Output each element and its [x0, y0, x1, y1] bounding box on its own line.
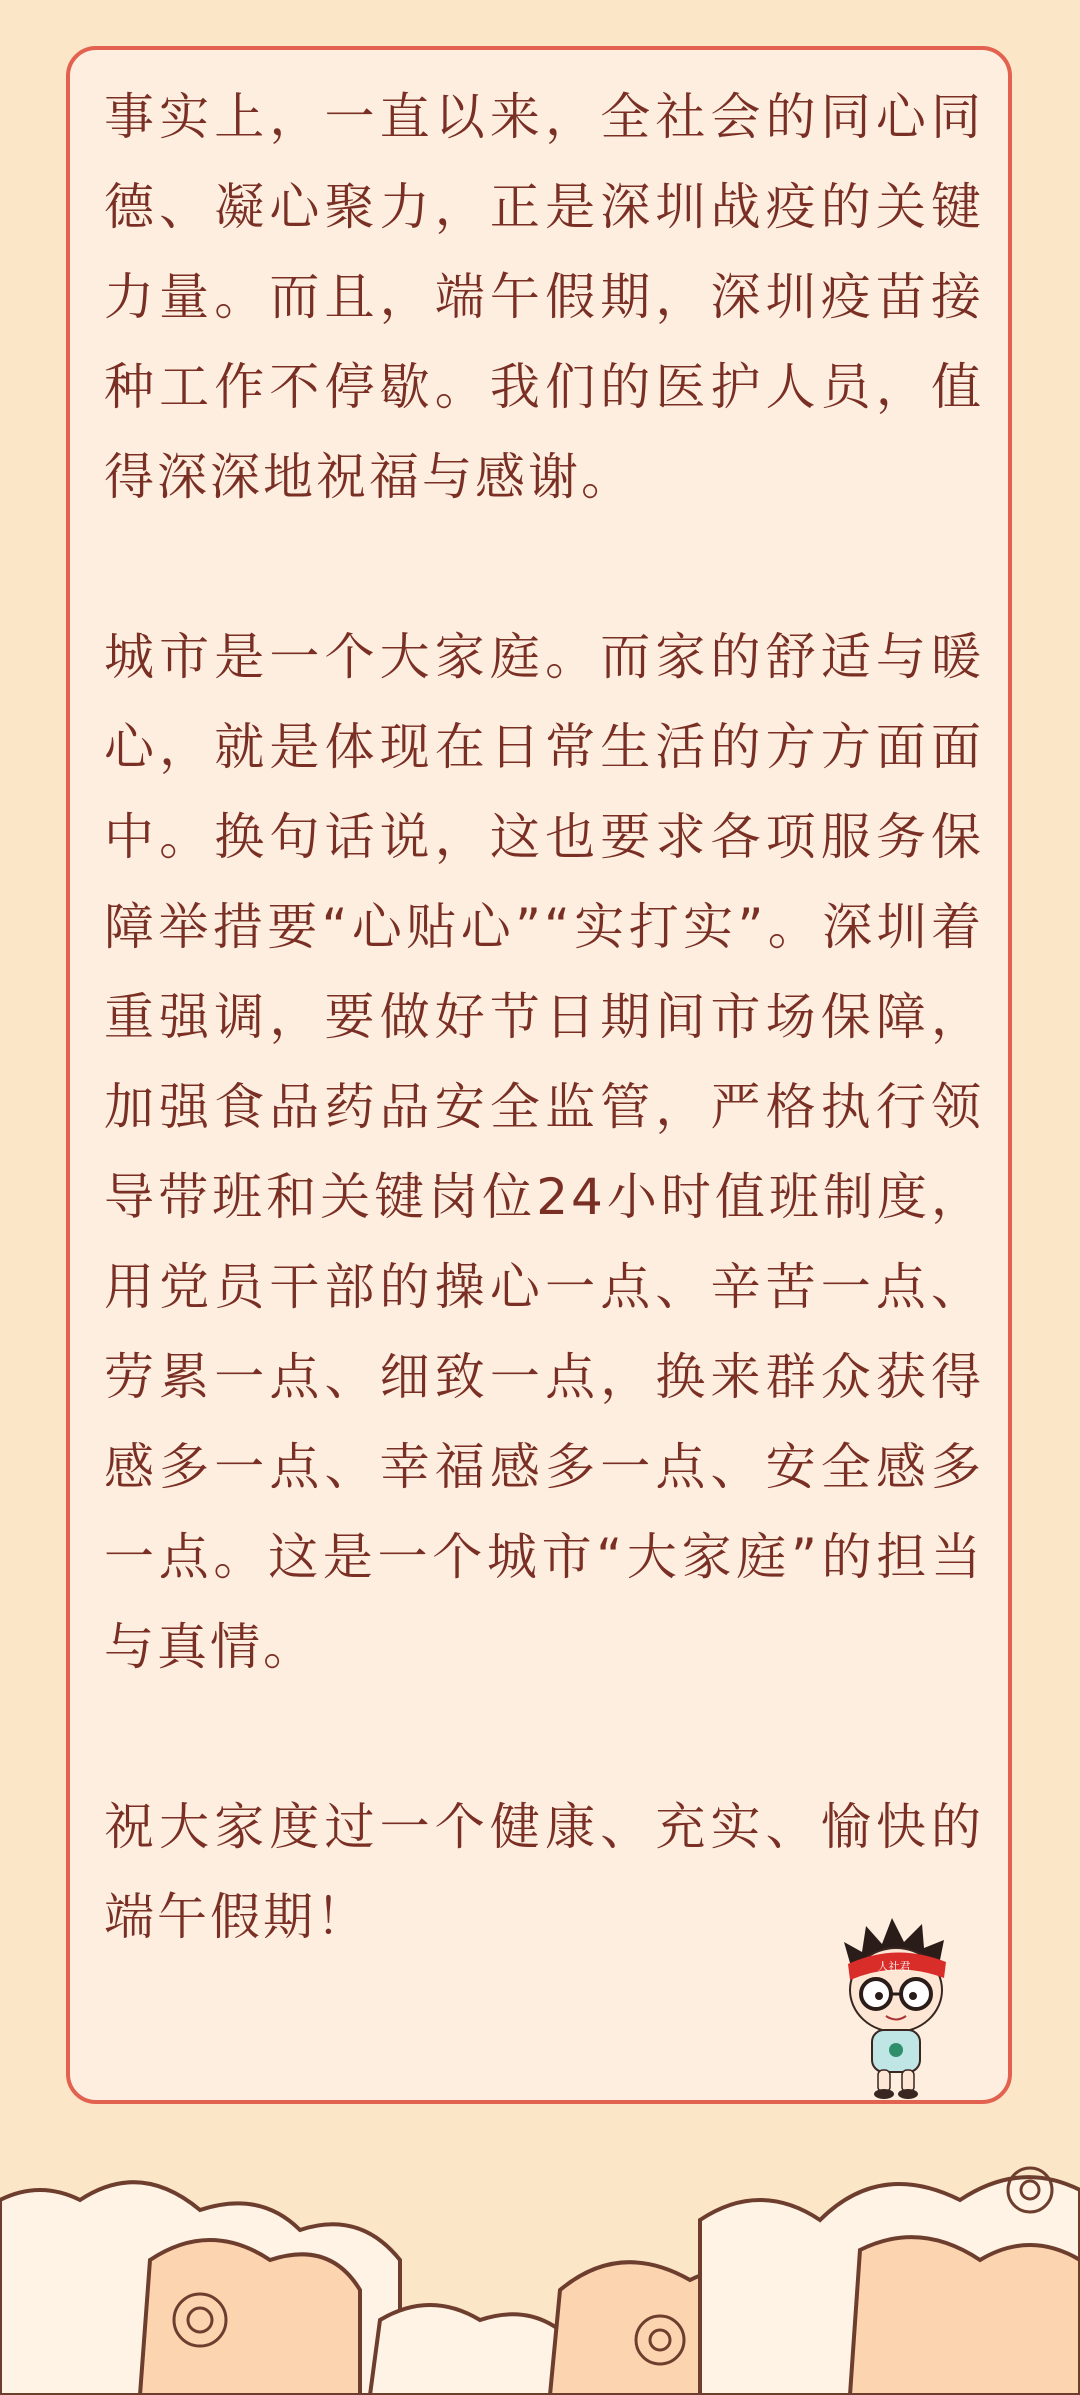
- paragraph-3: 祝大家度过一个健康、充实、愉快的端午假期！: [104, 1798, 984, 1946]
- cloud-decoration: [0, 2120, 1080, 2395]
- paragraph-1: 事实上，一直以来，全社会的同心同德、凝心聚力，正是深圳战疫的关键力量。而且，端午假期，深圳疫苗接种工作不停歇。我们的医护人员，值得深深地祝福与感谢。: [104, 88, 984, 506]
- paragraph-2: 城市是一个大家庭。而家的舒适与暖心，就是体现在日常生活的方方面面中。换句话说，这也要求各项服务保障举措要“心贴心”“实打实”。深圳着重强调，要做好节日期间市场保障，加强食品药品安全监管，严格执行领导带班和关键岗位24小时值班制度，用党员干部的操心一点、辛苦一点、劳累一点、细致一点，换来群众获得感多一点、幸福感多一点、安全感多一点。这是一个城市“大家庭”的担当与真情。: [104, 628, 984, 1676]
- mascot-headband-text: 人社君: [877, 1960, 911, 1973]
- article-body: [104, 72, 984, 1962]
- mascot-illustration: [826, 1912, 966, 2102]
